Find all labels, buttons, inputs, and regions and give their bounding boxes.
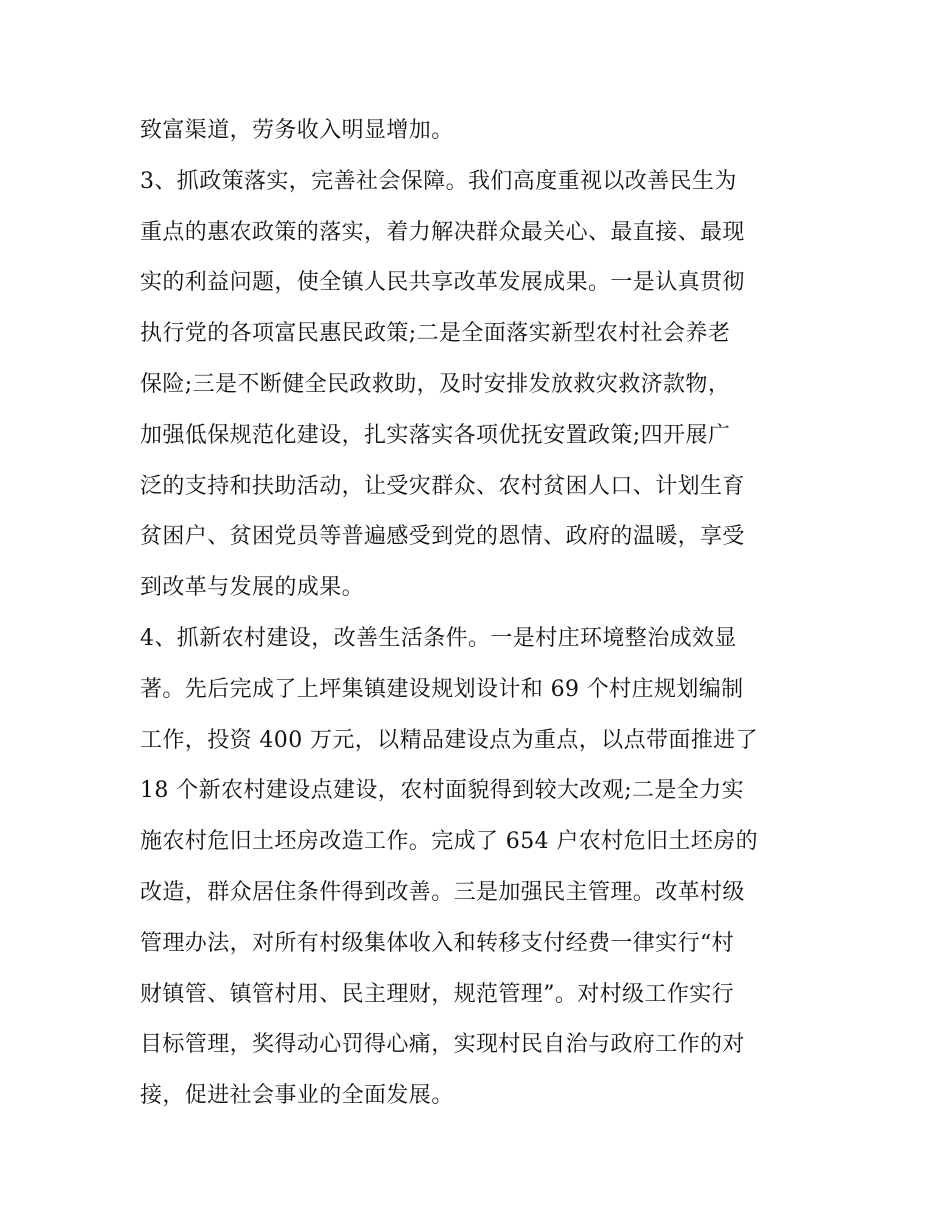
text-line: 执行党的各项富民惠民政策;二是全面落实新型农村社会养老	[140, 321, 731, 347]
text-line: 加强低保规范化建设，扎实落实各项优抚安置政策;四开展广	[140, 422, 731, 448]
text-line: 改造，群众居住条件得到改善。三是加强民主管理。改革村级	[140, 879, 745, 905]
text-line: 财镇管、镇管村用、民主理财，规范管理”。对村级工作实行	[140, 981, 735, 1007]
text-line: 18 个新农村建设点建设，农村面貌得到较大改观;二是全力实	[140, 778, 745, 804]
text-line: 著。先后完成了上坪集镇建设规划设计和 69 个村庄规划编制	[140, 676, 744, 702]
body-text	[140, 106, 840, 1122]
text-line: 实的利益问题，使全镇人民共享改革发展成果。一是认真贯彻	[140, 270, 745, 296]
text-line: 保险;三是不断健全民政救助，及时安排发放救灾救济款物，	[140, 371, 731, 397]
text-line: 施农村危旧土坯房改造工作。完成了 654 户农村危旧土坯房的	[140, 829, 758, 855]
text-line: 工作，投资 400 万元，以精品建设点为重点，以点带面推进了	[140, 727, 758, 753]
text-line: 目标管理，奖得动心罚得心痛，实现村民自治与政府工作的对	[140, 1032, 745, 1058]
text-line: 4、抓新农村建设，改善生活条件。一是村庄环境整治成效显	[140, 625, 737, 651]
text-line: 3、抓政策落实，完善社会保障。我们高度重视以改善民生为	[140, 168, 737, 194]
text-line: 重点的惠农政策的落实，着力解决群众最关心、最直接、最现	[140, 219, 745, 245]
text-line: 接，促进社会事业的全面发展。	[140, 1083, 454, 1109]
text-line: 致富渠道，劳务收入明显增加。	[140, 118, 454, 143]
text-line: 贫困户、贫困党员等普遍感受到党的恩情、政府的温暖，享受	[140, 524, 745, 550]
text-line: 泛的支持和扶助活动，让受灾群众、农村贫困人口、计划生育	[140, 473, 745, 499]
text-line: 管理办法，对所有村级集体收入和转移支付经费一律实行“村	[140, 930, 735, 956]
text-line: 到改革与发展的成果。	[140, 575, 365, 601]
